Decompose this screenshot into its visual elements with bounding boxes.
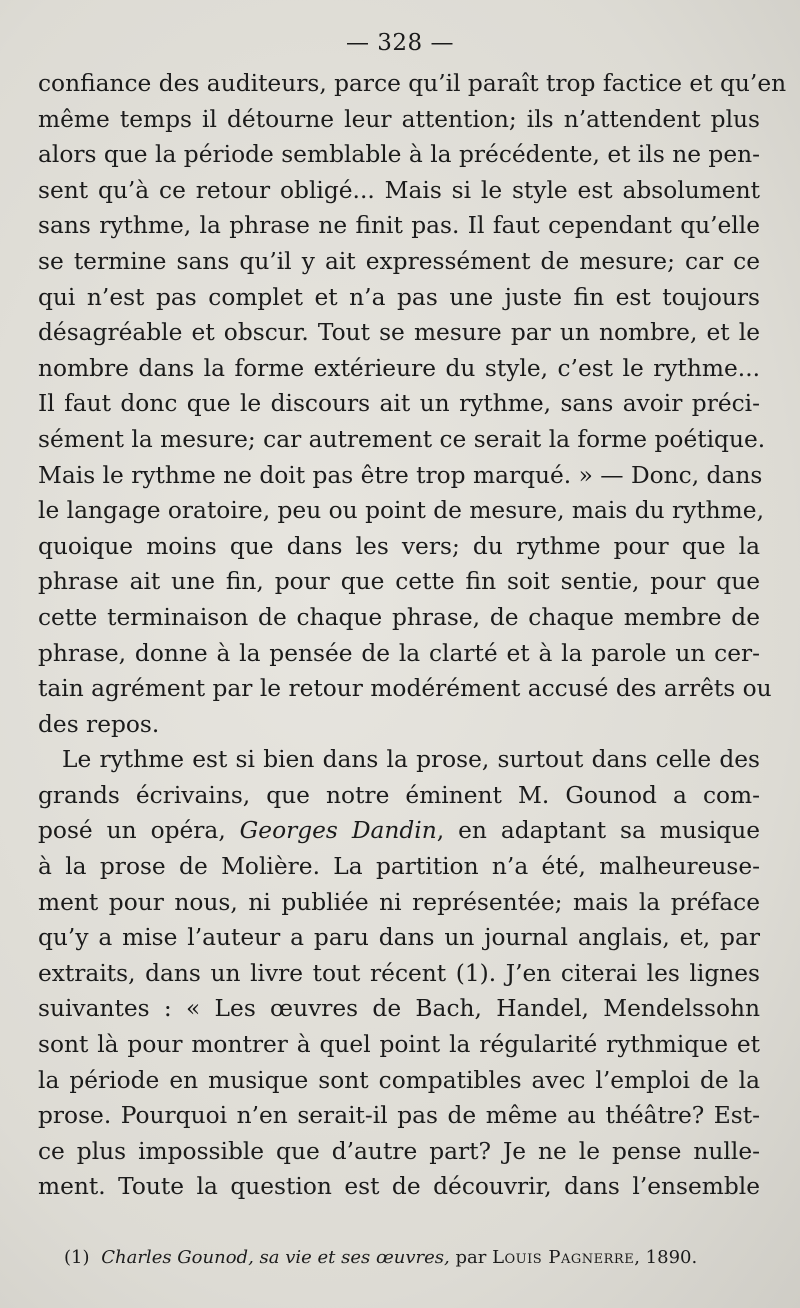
text-line: grands écrivains, que notre éminent M. Gounod a com- [38, 781, 760, 809]
text-line: prose. Pourquoi n’en serait-il pas de même au théâtre? Est- [38, 1102, 760, 1130]
text-line: suivantes : « Les œuvres de Bach, Handel, Mendelssohn [38, 995, 760, 1023]
paragraph-start-line: Le rythme est si bien dans la prose, surtout dans celle des [62, 746, 760, 774]
text-line: la période en musique sont compatibles avec l’emploi de la [38, 1066, 760, 1094]
paragraph-end-line: des repos. [38, 710, 160, 738]
page-number: — 328 — [345, 30, 455, 56]
text-line: ment. Toute la question est de découvrir, dans l’ensemble [38, 1173, 760, 1201]
text-line: à la prose de Molière. La partition n’a été, malheureuse- [38, 853, 760, 881]
footnote-by: par [455, 1247, 487, 1268]
text-line: même temps il détourne leur attention; ils n’attendent plus [38, 105, 760, 133]
text-line: le langage oratoire, peu ou point de mesure, mais du rythme, [38, 497, 764, 525]
text-line: extraits, dans un livre tout récent (1). J’en citerai les lignes [38, 959, 760, 987]
text-segment: , en adaptant sa musique [436, 817, 761, 845]
text-line: quoique moins que dans les vers; du rythme pour que la [38, 532, 760, 560]
footnote-year: , 1890. [634, 1247, 698, 1268]
text-line: confiance des auditeurs, parce qu’il paraît trop factice et qu’en [38, 70, 787, 97]
text-line: tain agrément par le retour modérément accusé des arrêts ou [38, 675, 772, 703]
text-line: nombre dans la forme extérieure du style, c’est le rythme... [38, 354, 760, 382]
opera-title: Georges Dandin [239, 817, 437, 845]
text-line: alors que la période semblable à la précédente, et ils ne pen- [38, 141, 760, 169]
footnote-title: Charles Gounod, sa vie et ses œuvres, [101, 1247, 450, 1268]
text-line: désagréable et obscur. Tout se mesure par un nombre, et le [38, 319, 760, 347]
text-line: Il faut donc que le discours ait un rythme, sans avoir préci- [38, 390, 760, 418]
text-line: se termine sans qu’il y ait expressément de mesure; car ce [38, 247, 760, 275]
body-text [38, 66, 787, 1205]
text-line: sont là pour montrer à quel point la régularité rythmique et [38, 1031, 760, 1059]
text-segment: posé un opéra, [38, 817, 240, 845]
footnote-author: Louis Pagnerre [492, 1247, 635, 1268]
text-line: ce plus impossible que d’autre part? Je ne le pense nulle- [38, 1137, 760, 1165]
text-line: sément la mesure; car autrement ce serait la forme poétique. [38, 425, 766, 453]
text-line: ment pour nous, ni publiée ni représentée; mais la préface [38, 888, 760, 916]
text-line: qui n’est pas complet et n’a pas une juste fin est toujours [38, 283, 760, 311]
text-line: sans rythme, la phrase ne finit pas. Il faut cependant qu’elle [38, 212, 760, 240]
text-line-with-title [38, 813, 760, 849]
text-line: sent qu’à ce retour obligé... Mais si le style est absolument [38, 176, 760, 204]
text-line: cette terminaison de chaque phrase, de chaque membre de [38, 603, 760, 631]
text-line: qu’y a mise l’auteur a paru dans un journal anglais, et, par [38, 924, 760, 952]
footnote [64, 1244, 764, 1272]
text-line: phrase, donne à la pensée de la clarté et à la parole un cer- [38, 639, 760, 667]
text-line: phrase ait une fin, pour que cette fin soit sentie, pour que [38, 568, 760, 596]
footnote-marker: (1) [64, 1247, 90, 1268]
text-line: Mais le rythme ne doit pas être trop marqué. » — Donc, dans [38, 461, 763, 489]
